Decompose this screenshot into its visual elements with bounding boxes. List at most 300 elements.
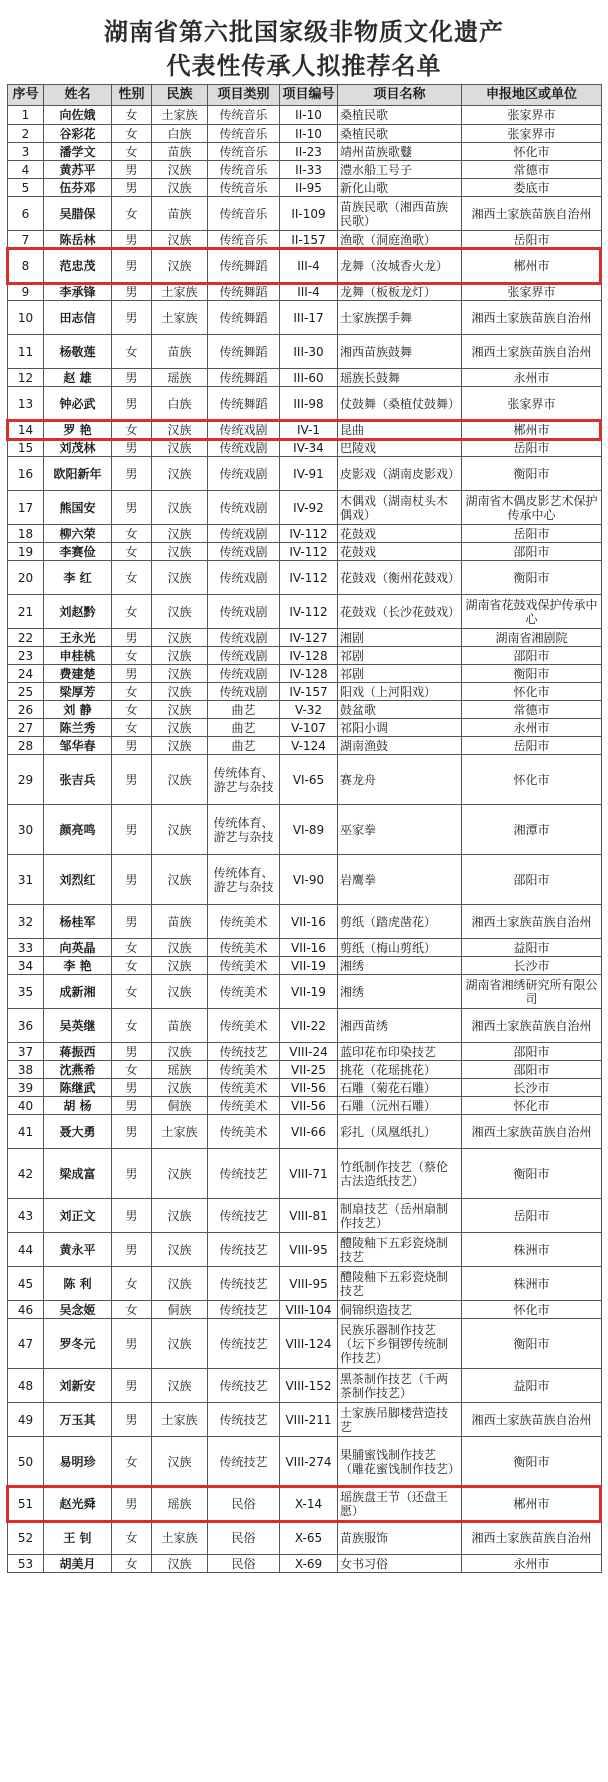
cell-category: 传统音乐 bbox=[208, 231, 280, 249]
document-title-line-2: 代表性传承人拟推荐名单 bbox=[166, 52, 442, 80]
cell-sex: 男 bbox=[112, 301, 152, 335]
table-row bbox=[8, 543, 602, 561]
cell-category: 传统音乐 bbox=[208, 143, 280, 161]
cell-category: 传统技艺 bbox=[208, 1437, 280, 1487]
cell-region: 郴州市 bbox=[462, 1487, 602, 1521]
cell-name: 刘烈红 bbox=[44, 855, 112, 905]
cell-sex: 女 bbox=[112, 1301, 152, 1319]
cell-category: 传统技艺 bbox=[208, 1233, 280, 1267]
cell-category: 传统体育、游艺与杂技 bbox=[208, 855, 280, 905]
table-row bbox=[8, 1521, 602, 1555]
header-ethnicity: 民族 bbox=[152, 85, 208, 106]
cell-sex: 男 bbox=[112, 1369, 152, 1403]
cell-ethnicity: 汉族 bbox=[152, 1079, 208, 1097]
cell-code: II-10 bbox=[280, 125, 338, 143]
cell-category: 传统技艺 bbox=[208, 1301, 280, 1319]
cell-code: III-4 bbox=[280, 283, 338, 301]
cell-ethnicity: 汉族 bbox=[152, 1149, 208, 1199]
cell-region: 岳阳市 bbox=[462, 737, 602, 755]
cell-no: 51 bbox=[8, 1487, 44, 1521]
table-row bbox=[8, 421, 602, 439]
cell-sex: 女 bbox=[112, 719, 152, 737]
cell-project: 湖南渔鼓 bbox=[338, 737, 462, 755]
table-row bbox=[8, 1267, 602, 1301]
cell-region: 邵阳市 bbox=[462, 543, 602, 561]
cell-name: 罗冬元 bbox=[44, 1319, 112, 1369]
cell-code: VIII-274 bbox=[280, 1437, 338, 1487]
cell-code: II-157 bbox=[280, 231, 338, 249]
cell-code: IV-112 bbox=[280, 561, 338, 595]
cell-no: 39 bbox=[8, 1079, 44, 1097]
cell-sex: 女 bbox=[112, 1437, 152, 1487]
cell-sex: 女 bbox=[112, 647, 152, 665]
table-row bbox=[8, 1555, 602, 1573]
cell-project: 阳戏（上河阳戏） bbox=[338, 683, 462, 701]
cell-name: 沈燕希 bbox=[44, 1061, 112, 1079]
cell-no: 47 bbox=[8, 1319, 44, 1369]
cell-code: V-32 bbox=[280, 701, 338, 719]
cell-category: 传统舞蹈 bbox=[208, 369, 280, 387]
cell-code: VI-90 bbox=[280, 855, 338, 905]
cell-code: IV-34 bbox=[280, 439, 338, 457]
cell-no: 4 bbox=[8, 161, 44, 179]
cell-ethnicity: 瑶族 bbox=[152, 369, 208, 387]
cell-region: 永州市 bbox=[462, 719, 602, 737]
cell-ethnicity: 汉族 bbox=[152, 737, 208, 755]
cell-no: 31 bbox=[8, 855, 44, 905]
cell-code: II-23 bbox=[280, 143, 338, 161]
cell-name: 赵光舜 bbox=[44, 1487, 112, 1521]
cell-sex: 男 bbox=[112, 1403, 152, 1437]
cell-code: IV-157 bbox=[280, 683, 338, 701]
cell-region: 湘潭市 bbox=[462, 805, 602, 855]
cell-ethnicity: 汉族 bbox=[152, 683, 208, 701]
cell-project: 苗族服饰 bbox=[338, 1521, 462, 1555]
table-row bbox=[8, 1097, 602, 1115]
cell-region: 湖南省湘绣研究所有限公司 bbox=[462, 975, 602, 1009]
cell-region: 娄底市 bbox=[462, 179, 602, 197]
cell-ethnicity: 汉族 bbox=[152, 1369, 208, 1403]
cell-name: 吴英继 bbox=[44, 1009, 112, 1043]
cell-category: 传统美术 bbox=[208, 1115, 280, 1149]
cell-no: 36 bbox=[8, 1009, 44, 1043]
cell-project: 花鼓戏（衡州花鼓戏） bbox=[338, 561, 462, 595]
cell-name: 胡 杨 bbox=[44, 1097, 112, 1115]
table-row bbox=[8, 1369, 602, 1403]
cell-category: 传统体育、游艺与杂技 bbox=[208, 805, 280, 855]
cell-name: 陈继武 bbox=[44, 1079, 112, 1097]
cell-name: 熊国安 bbox=[44, 491, 112, 525]
cell-code: IV-127 bbox=[280, 629, 338, 647]
cell-code: V-124 bbox=[280, 737, 338, 755]
cell-category: 曲艺 bbox=[208, 719, 280, 737]
cell-project: 桑植民歌 bbox=[338, 125, 462, 143]
table-row bbox=[8, 1301, 602, 1319]
cell-region: 湘西土家族苗族自治州 bbox=[462, 335, 602, 369]
cell-sex: 男 bbox=[112, 855, 152, 905]
cell-sex: 男 bbox=[112, 249, 152, 283]
cell-region: 岳阳市 bbox=[462, 439, 602, 457]
cell-ethnicity: 汉族 bbox=[152, 1199, 208, 1233]
cell-ethnicity: 汉族 bbox=[152, 179, 208, 197]
cell-name: 赵 雄 bbox=[44, 369, 112, 387]
cell-category: 传统戏剧 bbox=[208, 439, 280, 457]
cell-region: 岳阳市 bbox=[462, 1199, 602, 1233]
cell-region: 益阳市 bbox=[462, 1369, 602, 1403]
table-row bbox=[8, 905, 602, 939]
table-row bbox=[8, 491, 602, 525]
cell-ethnicity: 汉族 bbox=[152, 543, 208, 561]
cell-no: 44 bbox=[8, 1233, 44, 1267]
cell-sex: 女 bbox=[112, 1267, 152, 1301]
table-row bbox=[8, 1487, 602, 1521]
header-region: 申报地区或单位 bbox=[462, 85, 602, 106]
table-row bbox=[8, 1079, 602, 1097]
cell-category: 传统舞蹈 bbox=[208, 301, 280, 335]
cell-category: 传统戏剧 bbox=[208, 595, 280, 629]
cell-sex: 男 bbox=[112, 491, 152, 525]
cell-sex: 男 bbox=[112, 1149, 152, 1199]
table-row bbox=[8, 1115, 602, 1149]
cell-region: 邵阳市 bbox=[462, 1061, 602, 1079]
cell-code: X-14 bbox=[280, 1487, 338, 1521]
cell-region: 怀化市 bbox=[462, 755, 602, 805]
table-row bbox=[8, 1319, 602, 1369]
cell-no: 30 bbox=[8, 805, 44, 855]
header-project: 项目名称 bbox=[338, 85, 462, 106]
cell-no: 52 bbox=[8, 1521, 44, 1555]
cell-category: 传统美术 bbox=[208, 939, 280, 957]
cell-region: 湖南省木偶皮影艺术保护传承中心 bbox=[462, 491, 602, 525]
cell-code: X-65 bbox=[280, 1521, 338, 1555]
cell-sex: 男 bbox=[112, 439, 152, 457]
cell-region: 株洲市 bbox=[462, 1233, 602, 1267]
cell-project: 土家族吊脚楼营造技艺 bbox=[338, 1403, 462, 1437]
cell-ethnicity: 土家族 bbox=[152, 1521, 208, 1555]
cell-ethnicity: 土家族 bbox=[152, 301, 208, 335]
cell-code: VII-16 bbox=[280, 905, 338, 939]
cell-category: 传统戏剧 bbox=[208, 561, 280, 595]
cell-region: 怀化市 bbox=[462, 143, 602, 161]
cell-ethnicity: 侗族 bbox=[152, 1097, 208, 1115]
cell-category: 传统音乐 bbox=[208, 125, 280, 143]
cell-category: 传统技艺 bbox=[208, 1043, 280, 1061]
cell-ethnicity: 瑶族 bbox=[152, 1487, 208, 1521]
cell-ethnicity: 汉族 bbox=[152, 1319, 208, 1369]
header-no: 序号 bbox=[8, 85, 44, 106]
cell-category: 传统戏剧 bbox=[208, 421, 280, 439]
cell-category: 传统技艺 bbox=[208, 1403, 280, 1437]
cell-code: X-69 bbox=[280, 1555, 338, 1573]
cell-ethnicity: 侗族 bbox=[152, 1301, 208, 1319]
cell-region: 湘西土家族苗族自治州 bbox=[462, 301, 602, 335]
cell-project: 制扇技艺（岳州扇制作技艺） bbox=[338, 1199, 462, 1233]
cell-name: 梁厚芳 bbox=[44, 683, 112, 701]
cell-ethnicity: 瑶族 bbox=[152, 1061, 208, 1079]
cell-name: 吴腊保 bbox=[44, 197, 112, 231]
cell-region: 湖南省花鼓戏保护传承中心 bbox=[462, 595, 602, 629]
cell-code: VIII-211 bbox=[280, 1403, 338, 1437]
cell-sex: 女 bbox=[112, 1009, 152, 1043]
cell-no: 40 bbox=[8, 1097, 44, 1115]
cell-code: VIII-104 bbox=[280, 1301, 338, 1319]
cell-code: VII-16 bbox=[280, 939, 338, 957]
cell-code: V-107 bbox=[280, 719, 338, 737]
cell-code: VII-22 bbox=[280, 1009, 338, 1043]
cell-ethnicity: 汉族 bbox=[152, 1555, 208, 1573]
table-row bbox=[8, 301, 602, 335]
cell-no: 20 bbox=[8, 561, 44, 595]
table-row bbox=[8, 525, 602, 543]
cell-name: 邹华春 bbox=[44, 737, 112, 755]
cell-region: 常德市 bbox=[462, 701, 602, 719]
cell-ethnicity: 汉族 bbox=[152, 491, 208, 525]
cell-sex: 女 bbox=[112, 957, 152, 975]
cell-code: IV-112 bbox=[280, 525, 338, 543]
cell-name: 王永光 bbox=[44, 629, 112, 647]
cell-project: 蓝印花布印染技艺 bbox=[338, 1043, 462, 1061]
cell-ethnicity: 汉族 bbox=[152, 975, 208, 1009]
table-row bbox=[8, 439, 602, 457]
header-name: 姓名 bbox=[44, 85, 112, 106]
cell-category: 传统舞蹈 bbox=[208, 283, 280, 301]
cell-no: 22 bbox=[8, 629, 44, 647]
cell-ethnicity: 苗族 bbox=[152, 335, 208, 369]
cell-category: 传统美术 bbox=[208, 975, 280, 1009]
cell-region: 岳阳市 bbox=[462, 525, 602, 543]
cell-no: 37 bbox=[8, 1043, 44, 1061]
cell-name: 申桂桃 bbox=[44, 647, 112, 665]
cell-region: 衡阳市 bbox=[462, 1437, 602, 1487]
table-row bbox=[8, 683, 602, 701]
cell-ethnicity: 汉族 bbox=[152, 855, 208, 905]
table-row bbox=[8, 179, 602, 197]
cell-region: 湘西土家族苗族自治州 bbox=[462, 905, 602, 939]
cell-region: 衡阳市 bbox=[462, 1149, 602, 1199]
cell-name: 刘新安 bbox=[44, 1369, 112, 1403]
cell-name: 潘学文 bbox=[44, 143, 112, 161]
cell-project: 岩鹰拳 bbox=[338, 855, 462, 905]
cell-name: 易明珍 bbox=[44, 1437, 112, 1487]
cell-project: 瑶族盘王节（还盘王愿） bbox=[338, 1487, 462, 1521]
cell-ethnicity: 苗族 bbox=[152, 1009, 208, 1043]
cell-project: 仗鼓舞（桑植仗鼓舞） bbox=[338, 387, 462, 421]
cell-sex: 女 bbox=[112, 421, 152, 439]
cell-ethnicity: 汉族 bbox=[152, 1043, 208, 1061]
cell-project: 祁阳小调 bbox=[338, 719, 462, 737]
cell-sex: 男 bbox=[112, 737, 152, 755]
cell-code: VIII-124 bbox=[280, 1319, 338, 1369]
cell-no: 1 bbox=[8, 106, 44, 125]
table-row bbox=[8, 1403, 602, 1437]
cell-ethnicity: 汉族 bbox=[152, 665, 208, 683]
cell-no: 19 bbox=[8, 543, 44, 561]
cell-project: 苗族民歌（湘西苗族民歌） bbox=[338, 197, 462, 231]
cell-code: III-30 bbox=[280, 335, 338, 369]
cell-no: 3 bbox=[8, 143, 44, 161]
cell-region: 郴州市 bbox=[462, 421, 602, 439]
cell-project: 女书习俗 bbox=[338, 1555, 462, 1573]
cell-name: 范忠茂 bbox=[44, 249, 112, 283]
cell-code: II-10 bbox=[280, 106, 338, 125]
cell-sex: 男 bbox=[112, 387, 152, 421]
cell-sex: 男 bbox=[112, 629, 152, 647]
cell-code: III-4 bbox=[280, 249, 338, 283]
cell-name: 钟必武 bbox=[44, 387, 112, 421]
cell-no: 27 bbox=[8, 719, 44, 737]
cell-name: 李赛俭 bbox=[44, 543, 112, 561]
cell-ethnicity: 苗族 bbox=[152, 197, 208, 231]
cell-category: 传统戏剧 bbox=[208, 647, 280, 665]
cell-name: 李 红 bbox=[44, 561, 112, 595]
table-row bbox=[8, 197, 602, 231]
cell-category: 民俗 bbox=[208, 1521, 280, 1555]
table-row bbox=[8, 755, 602, 805]
cell-code: VIII-95 bbox=[280, 1267, 338, 1301]
table-row bbox=[8, 855, 602, 905]
cell-code: III-17 bbox=[280, 301, 338, 335]
cell-category: 传统美术 bbox=[208, 905, 280, 939]
cell-category: 曲艺 bbox=[208, 701, 280, 719]
cell-project: 瑶族长鼓舞 bbox=[338, 369, 462, 387]
cell-category: 传统技艺 bbox=[208, 1199, 280, 1233]
cell-ethnicity: 汉族 bbox=[152, 161, 208, 179]
table-row bbox=[8, 283, 602, 301]
cell-region: 衡阳市 bbox=[462, 561, 602, 595]
cell-no: 45 bbox=[8, 1267, 44, 1301]
cell-sex: 女 bbox=[112, 683, 152, 701]
cell-project: 剪纸（踏虎凿花） bbox=[338, 905, 462, 939]
cell-code: VIII-71 bbox=[280, 1149, 338, 1199]
cell-sex: 女 bbox=[112, 975, 152, 1009]
table-row bbox=[8, 106, 602, 125]
cell-code: VIII-24 bbox=[280, 1043, 338, 1061]
cell-project: 昆曲 bbox=[338, 421, 462, 439]
cell-name: 吴念姬 bbox=[44, 1301, 112, 1319]
cell-name: 柳六荣 bbox=[44, 525, 112, 543]
cell-no: 28 bbox=[8, 737, 44, 755]
cell-project: 果脯蜜饯制作技艺（雕花蜜饯制作技艺） bbox=[338, 1437, 462, 1487]
cell-sex: 男 bbox=[112, 231, 152, 249]
cell-name: 向英晶 bbox=[44, 939, 112, 957]
cell-project: 花鼓戏 bbox=[338, 543, 462, 561]
cell-no: 34 bbox=[8, 957, 44, 975]
cell-ethnicity: 汉族 bbox=[152, 647, 208, 665]
cell-category: 传统舞蹈 bbox=[208, 335, 280, 369]
cell-sex: 男 bbox=[112, 1233, 152, 1267]
cell-sex: 男 bbox=[112, 1043, 152, 1061]
cell-sex: 男 bbox=[112, 1115, 152, 1149]
cell-name: 刘正文 bbox=[44, 1199, 112, 1233]
cell-project: 新化山歌 bbox=[338, 179, 462, 197]
table-row bbox=[8, 805, 602, 855]
cell-project: 醴陵釉下五彩瓷烧制技艺 bbox=[338, 1233, 462, 1267]
cell-region: 湘西土家族苗族自治州 bbox=[462, 1009, 602, 1043]
cell-no: 18 bbox=[8, 525, 44, 543]
cell-project: 湘绣 bbox=[338, 957, 462, 975]
cell-no: 7 bbox=[8, 231, 44, 249]
cell-sex: 男 bbox=[112, 283, 152, 301]
cell-region: 湘西土家族苗族自治州 bbox=[462, 1521, 602, 1555]
cell-region: 怀化市 bbox=[462, 1097, 602, 1115]
table-row bbox=[8, 457, 602, 491]
cell-ethnicity: 汉族 bbox=[152, 457, 208, 491]
cell-category: 传统舞蹈 bbox=[208, 387, 280, 421]
cell-category: 传统技艺 bbox=[208, 1149, 280, 1199]
cell-sex: 女 bbox=[112, 1061, 152, 1079]
cell-category: 传统戏剧 bbox=[208, 525, 280, 543]
cell-category: 传统音乐 bbox=[208, 179, 280, 197]
table-row bbox=[8, 737, 602, 755]
table-row bbox=[8, 143, 602, 161]
cell-name: 杨桂军 bbox=[44, 905, 112, 939]
cell-project: 湘剧 bbox=[338, 629, 462, 647]
cell-ethnicity: 土家族 bbox=[152, 1403, 208, 1437]
cell-no: 10 bbox=[8, 301, 44, 335]
cell-no: 48 bbox=[8, 1369, 44, 1403]
cell-category: 传统体育、游艺与杂技 bbox=[208, 755, 280, 805]
cell-ethnicity: 汉族 bbox=[152, 805, 208, 855]
cell-ethnicity: 汉族 bbox=[152, 1437, 208, 1487]
cell-name: 陈 利 bbox=[44, 1267, 112, 1301]
cell-category: 传统美术 bbox=[208, 1061, 280, 1079]
cell-no: 29 bbox=[8, 755, 44, 805]
cell-category: 传统美术 bbox=[208, 1009, 280, 1043]
table-row bbox=[8, 1233, 602, 1267]
table-row bbox=[8, 595, 602, 629]
cell-region: 益阳市 bbox=[462, 939, 602, 957]
cell-sex: 女 bbox=[112, 525, 152, 543]
cell-no: 21 bbox=[8, 595, 44, 629]
cell-ethnicity: 汉族 bbox=[152, 629, 208, 647]
table-row bbox=[8, 231, 602, 249]
cell-name: 陈兰秀 bbox=[44, 719, 112, 737]
cell-category: 传统舞蹈 bbox=[208, 249, 280, 283]
cell-project: 桑植民歌 bbox=[338, 106, 462, 125]
cell-code: II-109 bbox=[280, 197, 338, 231]
cell-code: IV-1 bbox=[280, 421, 338, 439]
cell-code: IV-128 bbox=[280, 665, 338, 683]
cell-ethnicity: 汉族 bbox=[152, 1267, 208, 1301]
table-row bbox=[8, 939, 602, 957]
table-row bbox=[8, 125, 602, 143]
table-row bbox=[8, 387, 602, 421]
cell-no: 11 bbox=[8, 335, 44, 369]
cell-project: 花鼓戏 bbox=[338, 525, 462, 543]
cell-project: 彩扎（凤凰纸扎） bbox=[338, 1115, 462, 1149]
cell-code: VII-25 bbox=[280, 1061, 338, 1079]
cell-sex: 女 bbox=[112, 125, 152, 143]
table-row bbox=[8, 1009, 602, 1043]
cell-code: VIII-152 bbox=[280, 1369, 338, 1403]
cell-no: 13 bbox=[8, 387, 44, 421]
cell-project: 巴陵戏 bbox=[338, 439, 462, 457]
cell-project: 皮影戏（湖南皮影戏） bbox=[338, 457, 462, 491]
cell-code: VI-89 bbox=[280, 805, 338, 855]
cell-sex: 女 bbox=[112, 197, 152, 231]
cell-code: IV-128 bbox=[280, 647, 338, 665]
cell-ethnicity: 白族 bbox=[152, 125, 208, 143]
table-row bbox=[8, 1437, 602, 1487]
cell-no: 32 bbox=[8, 905, 44, 939]
cell-ethnicity: 汉族 bbox=[152, 231, 208, 249]
cell-category: 传统戏剧 bbox=[208, 543, 280, 561]
cell-sex: 女 bbox=[112, 1521, 152, 1555]
cell-sex: 男 bbox=[112, 1319, 152, 1369]
cell-region: 怀化市 bbox=[462, 1301, 602, 1319]
cell-ethnicity: 土家族 bbox=[152, 106, 208, 125]
cell-ethnicity: 汉族 bbox=[152, 595, 208, 629]
